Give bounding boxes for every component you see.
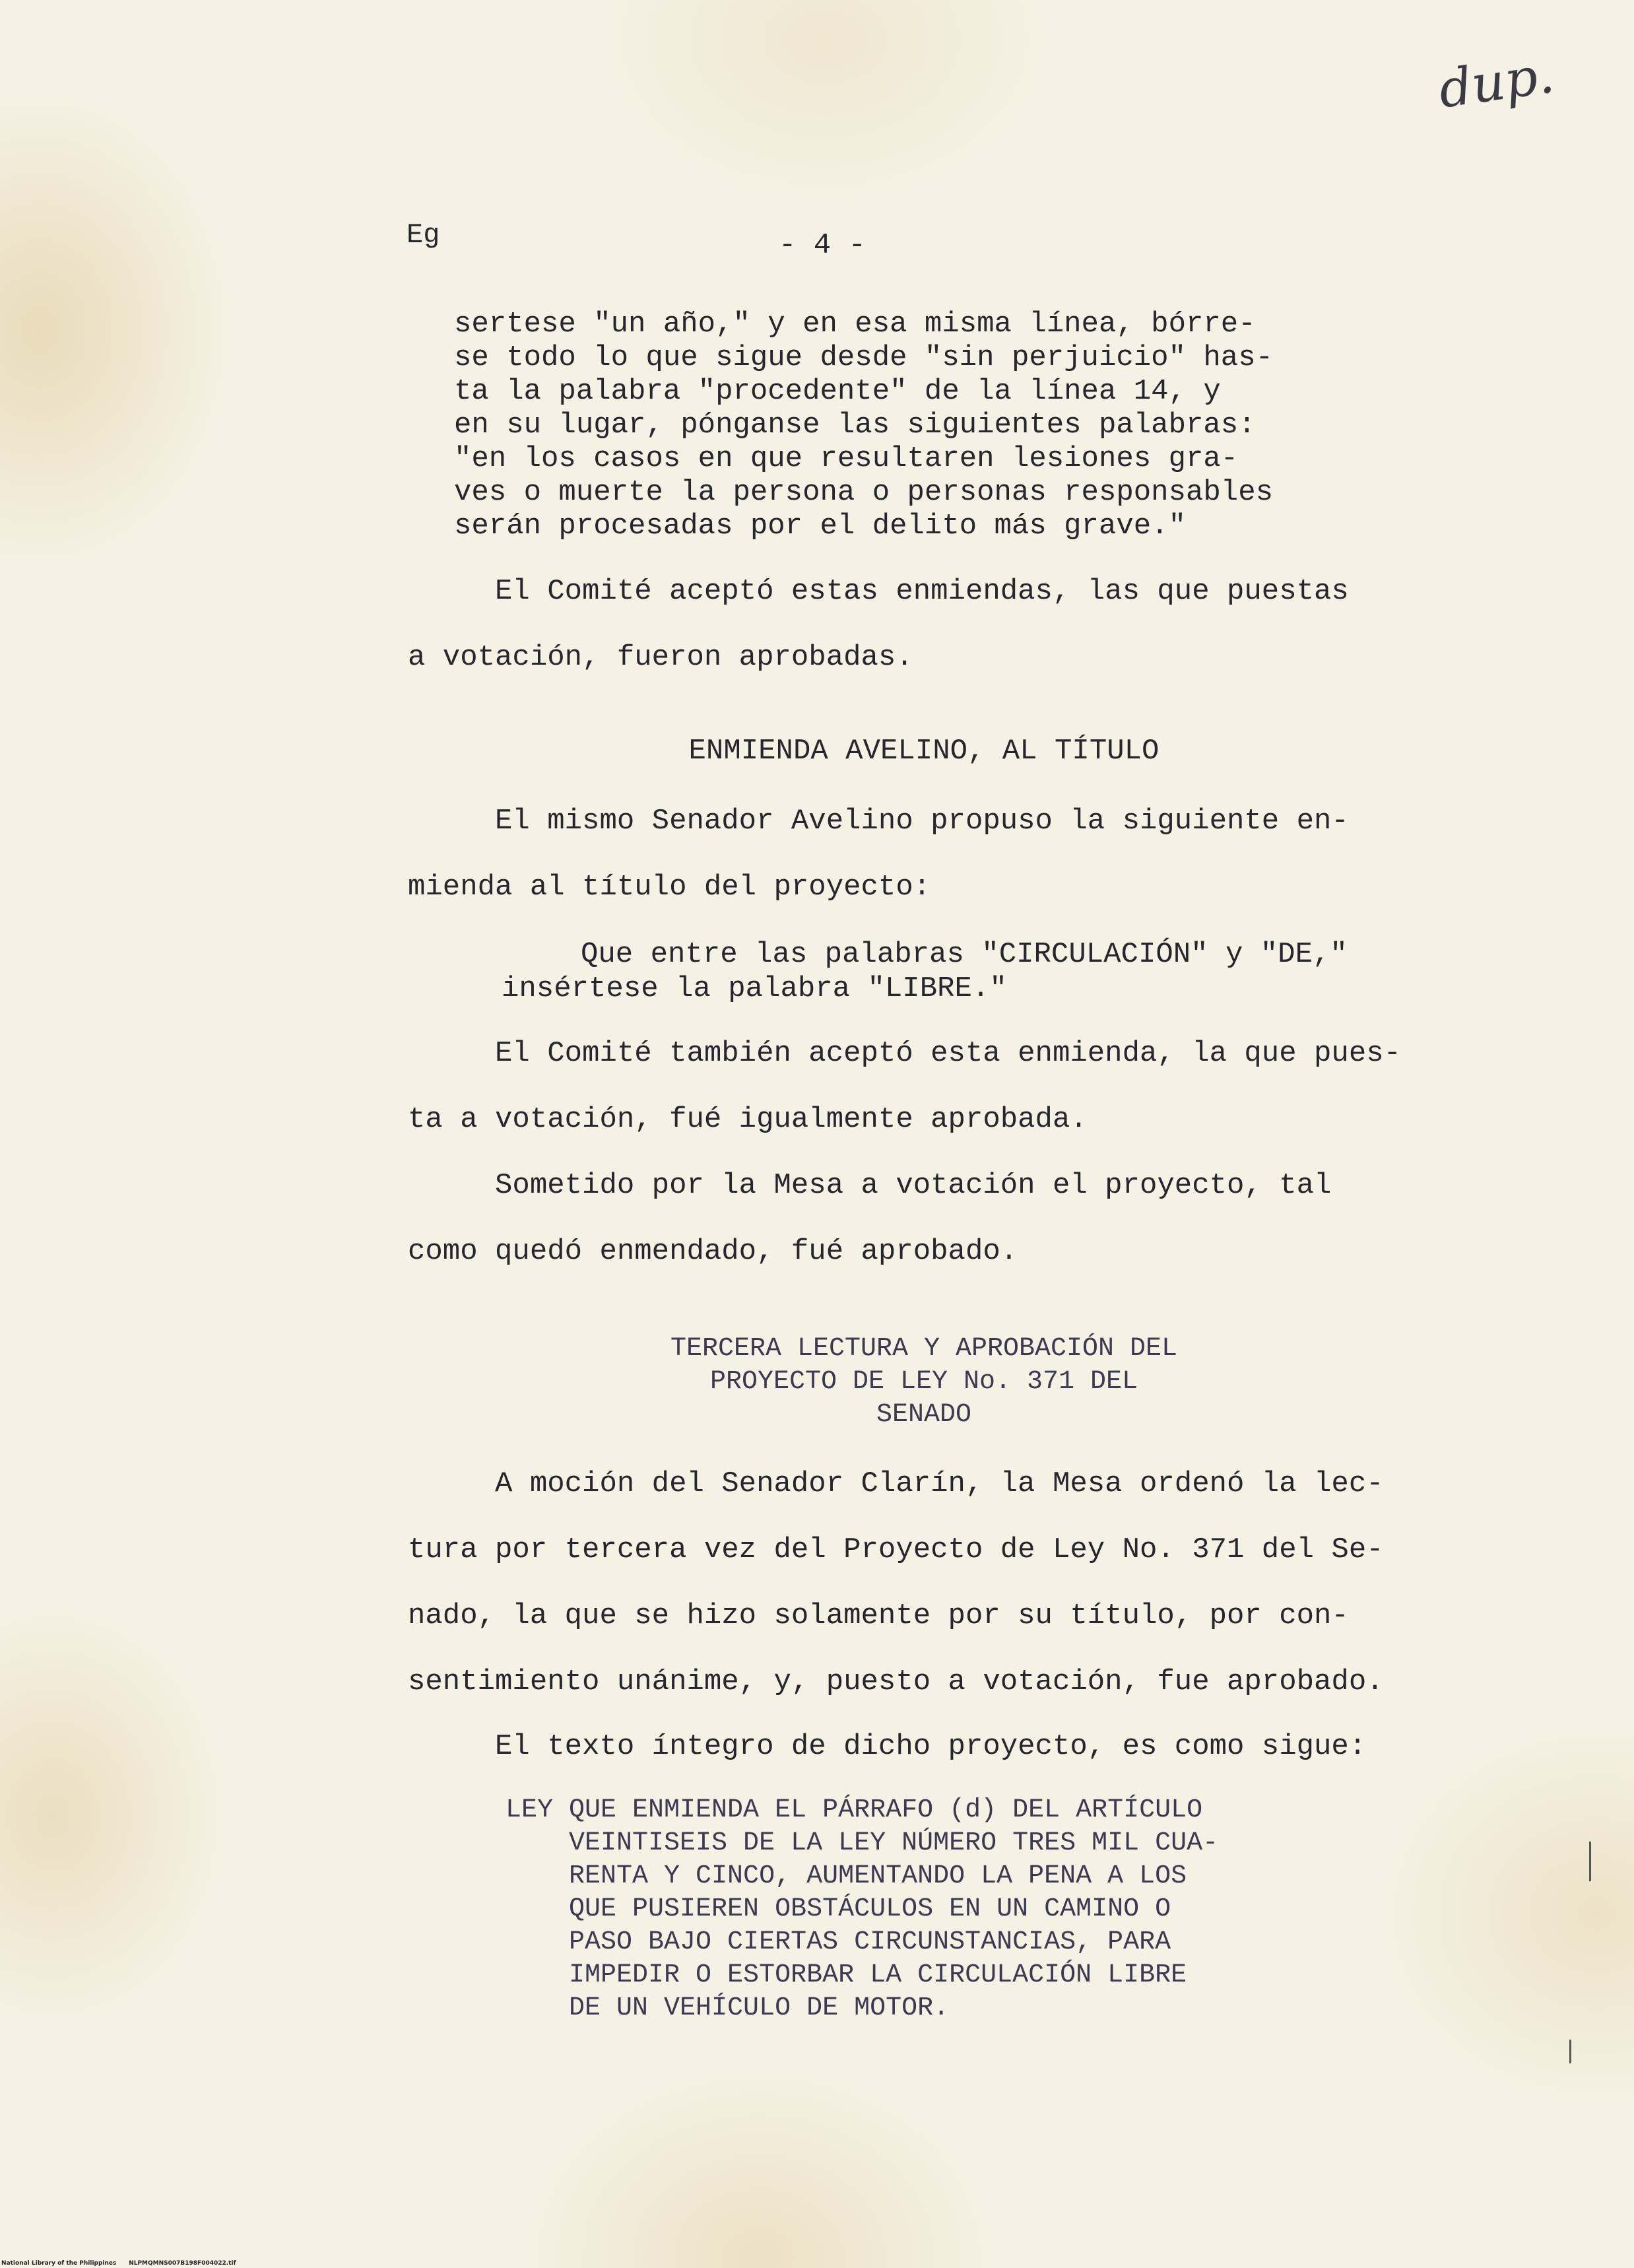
paragraph-line: A moción del Senador Clarín, la Mesa ordenó la lec- — [408, 1467, 1384, 1500]
file-id: NLPMQMNS007B198F004022.tif — [129, 2260, 236, 2267]
paragraph-line: El texto íntegro de dicho proyecto, es como sigue: — [408, 1730, 1367, 1763]
quoted-line: ves o muerte la persona o personas responsables — [454, 476, 1274, 509]
scan-footer — [1, 2260, 236, 2267]
law-title-line: LEY QUE ENMIENDA EL PÁRRAFO (d) DEL ARTÍCULO — [506, 1795, 1203, 1825]
paragraph-line: tura por tercera vez del Proyecto de Ley No. 371 del Se- — [408, 1533, 1384, 1566]
quoted-line: serán procesadas por el delito más grave." — [454, 510, 1186, 543]
law-title-line: QUE PUSIEREN OBSTÁCULOS EN UN CAMINO O — [506, 1894, 1171, 1924]
paragraph-line: El mismo Senador Avelino propuso la siguiente en- — [408, 805, 1349, 838]
paragraph-line: nado, la que se hizo solamente por su título, por con- — [408, 1599, 1349, 1632]
archive-name: National Library of the Philippines — [1, 2260, 117, 2267]
quoted-line: en su lugar, pónganse las siguientes palabras: — [454, 409, 1256, 442]
paragraph-line: Sometido por la Mesa a votación el proyecto, tal — [408, 1169, 1332, 1202]
law-title-line: DE UN VEHÍCULO DE MOTOR. — [506, 1993, 950, 2023]
law-title-line: IMPEDIR O ESTORBAR LA CIRCULACIÓN LIBRE — [506, 1960, 1187, 1990]
paragraph-line: mienda al título del proyecto: — [408, 871, 931, 904]
scan-mark — [1569, 2040, 1571, 2063]
section-heading: ENMIENDA AVELINO, AL TÍTULO — [688, 735, 1160, 768]
typist-initials: Eg — [407, 219, 440, 251]
law-title-line: RENTA Y CINCO, AUMENTANDO LA PENA A LOS — [506, 1861, 1187, 1891]
page-number: - 4 - — [779, 229, 866, 262]
law-title-line: PASO BAJO CIERTAS CIRCUNSTANCIAS, PARA — [506, 1927, 1171, 1957]
paragraph-line: El Comité aceptó estas enmiendas, las que puestas — [408, 575, 1349, 608]
paragraph-line: a votación, fueron aprobadas. — [408, 641, 913, 674]
section-heading: TERCERA LECTURA Y APROBACIÓN DEL — [670, 1334, 1178, 1364]
quoted-line: sertese "un año," y en esa misma línea, bórre- — [454, 308, 1256, 341]
section-heading: SENADO — [876, 1400, 972, 1430]
paragraph-line: sentimiento unánime, y, puesto a votación, fue aprobado. — [408, 1665, 1384, 1698]
law-title-line: VEINTISEIS DE LA LEY NÚMERO TRES MIL CUA- — [506, 1828, 1219, 1858]
quoted-line: se todo lo que sigue desde "sin perjuicio" has- — [454, 341, 1274, 374]
quoted-line: Que entre las palabras "CIRCULACIÓN" y "DE," — [581, 938, 1348, 971]
handwritten-note: dup. — [1435, 45, 1558, 120]
paragraph-line: como quedó enmendado, fué aprobado. — [408, 1235, 1018, 1268]
quoted-line: insértese la palabra "LIBRE." — [502, 972, 1007, 1005]
quoted-line: "en los casos en que resultaren lesiones gra- — [454, 442, 1239, 475]
paragraph-line: El Comité también aceptó esta enmienda, la que pues- — [408, 1037, 1402, 1070]
paragraph-line: ta a votación, fué igualmente aprobada. — [408, 1103, 1088, 1136]
section-heading: PROYECTO DE LEY No. 371 DEL — [709, 1367, 1138, 1397]
scan-mark — [1589, 1842, 1591, 1881]
quoted-line: ta la palabra "procedente" de la línea 14, y — [454, 375, 1221, 408]
